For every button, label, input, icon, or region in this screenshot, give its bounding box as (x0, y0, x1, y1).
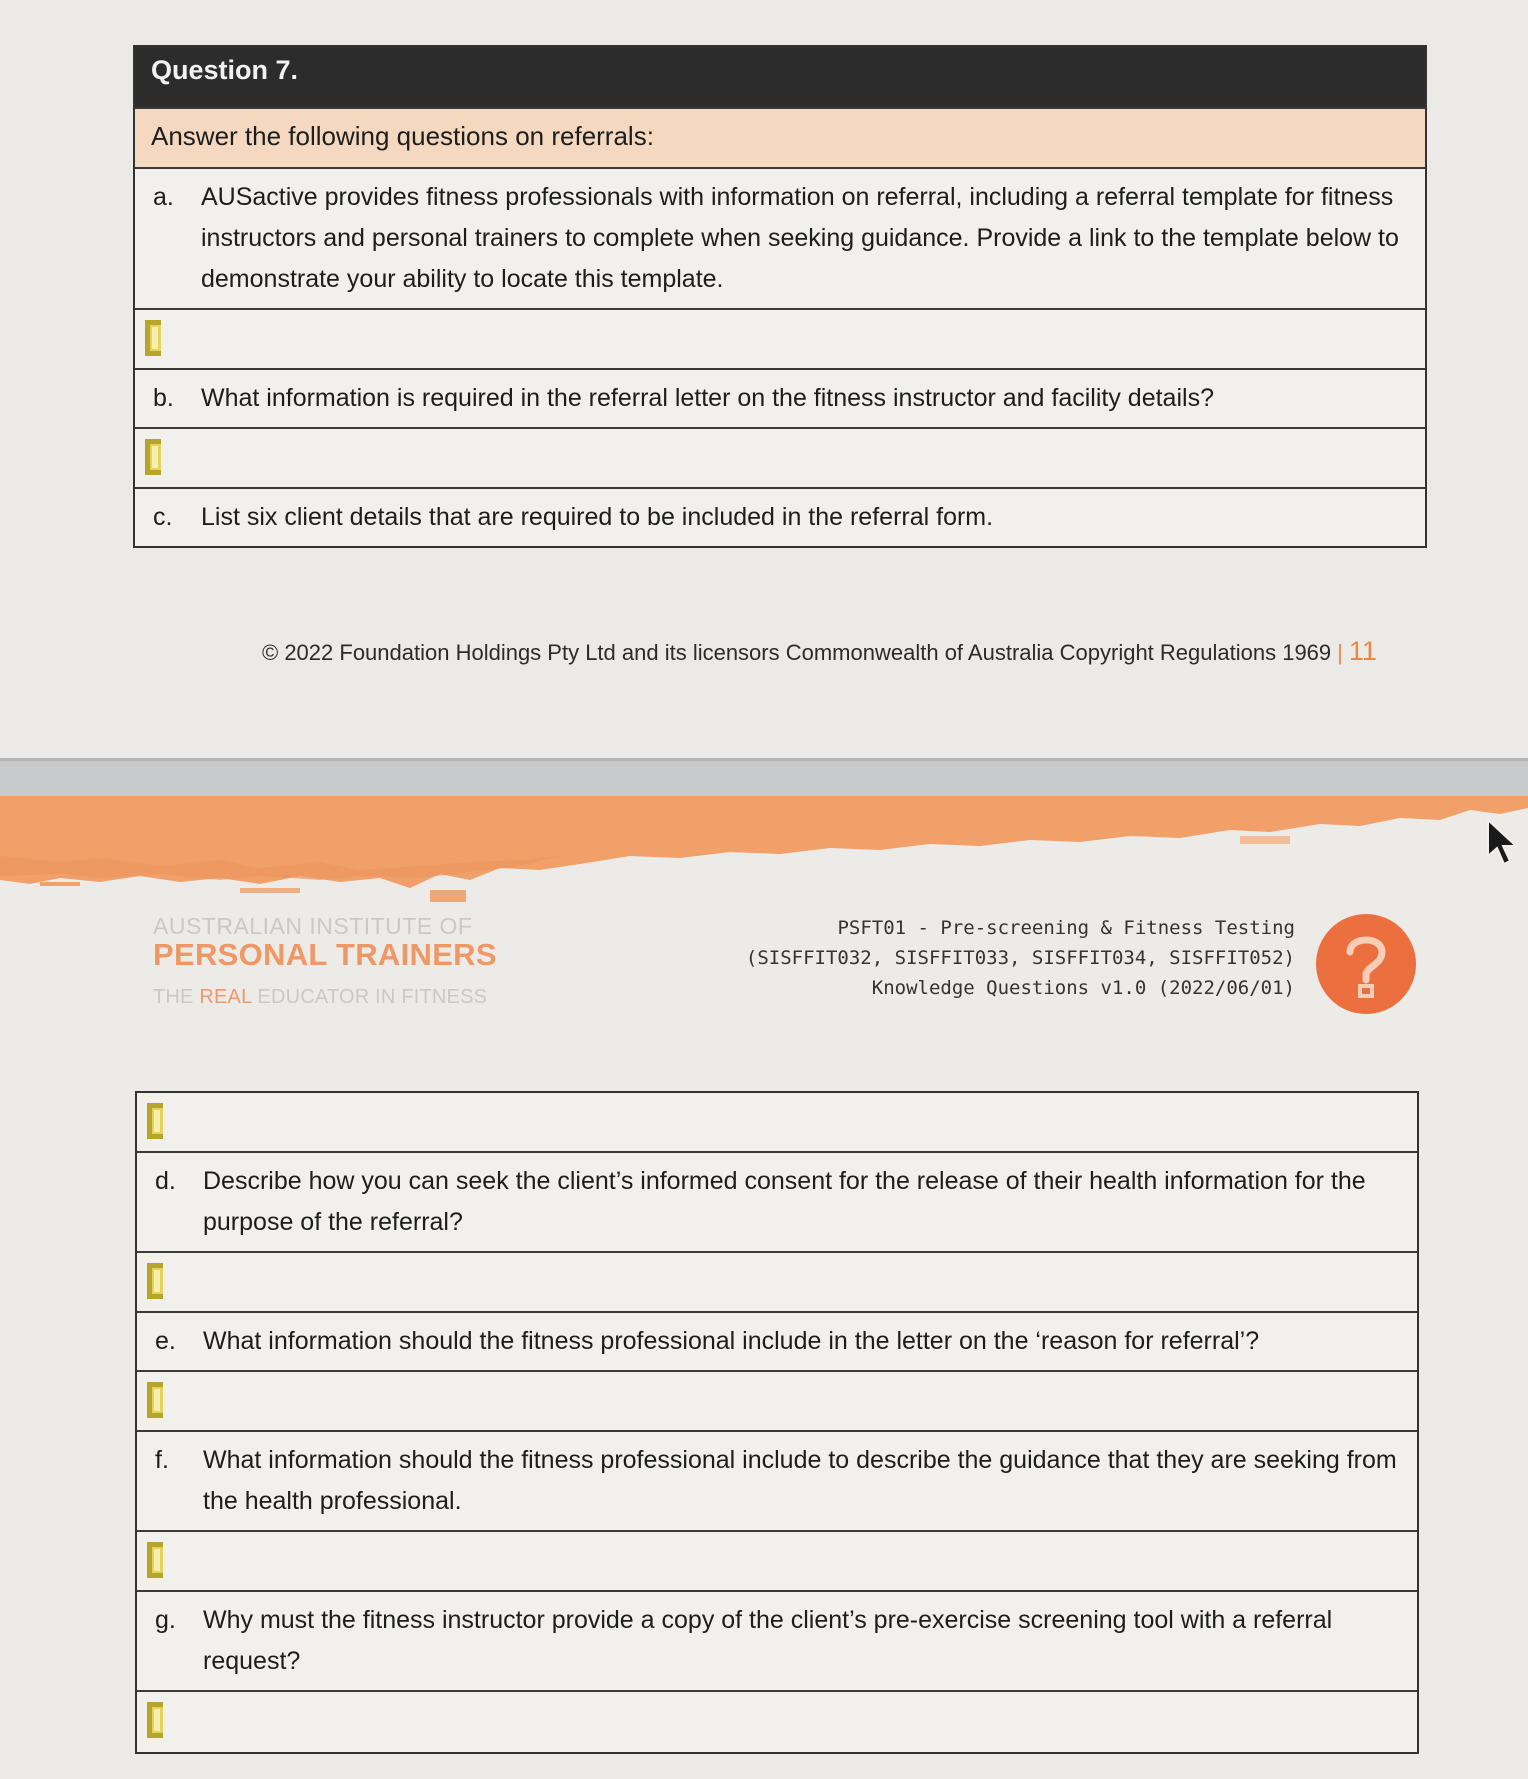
logo-tagline-a: THE (153, 986, 200, 1008)
course-units: (SISFFIT032, SISFFIT033, SISFFIT034, SISFFIT052) (745, 947, 1295, 969)
question-row-d (137, 1153, 1417, 1253)
page-gutter (0, 758, 1528, 799)
answer-field-e[interactable] (137, 1372, 1417, 1432)
question-intro: Answer the following questions on referrals: (135, 109, 1425, 169)
question-text: Describe how you can seek the client’s informed consent for the release of their health information for the purpose of the referral? (203, 1167, 1366, 1236)
page-number: 11 (1348, 636, 1377, 666)
course-version: Knowledge Questions v1.0 (2022/06/01) (871, 977, 1295, 999)
copyright-text: © 2022 Foundation Holdings Pty Ltd and its licensors Commonwealth of Australia Copyright Regulations 1969 (262, 640, 1332, 665)
answer-bracket-icon (147, 1382, 163, 1418)
question-row-g (137, 1592, 1417, 1692)
question-text: What information is required in the referral letter on the fitness instructor and facility details? (201, 384, 1214, 412)
logo-tagline-b: REAL (199, 986, 252, 1008)
question-row-a (135, 169, 1425, 310)
answer-bracket-icon (145, 320, 161, 356)
question-letter: d. (155, 1167, 176, 1195)
question-text: What information should the fitness professional include to describe the guidance that they are seeking from the health professional. (203, 1446, 1397, 1515)
orange-brush-header-decoration (0, 796, 1528, 906)
question-text: What information should the fitness professional include in the letter on the ‘reason for referral’? (203, 1327, 1260, 1355)
page-footer (262, 636, 1377, 667)
question-title: Question 7. (135, 47, 1425, 109)
question-row-b (135, 370, 1425, 429)
answer-field-a[interactable] (135, 310, 1425, 370)
question-row-e (137, 1313, 1417, 1372)
answer-field-d[interactable] (137, 1253, 1417, 1313)
question-letter: c. (153, 503, 173, 531)
logo-line-2: PERSONAL TRAINERS (153, 937, 497, 972)
question-letter: g. (155, 1606, 176, 1634)
question-row-f (137, 1432, 1417, 1532)
aipt-logo (153, 914, 513, 1009)
question-text: List six client details that are required to be included in the referral form. (201, 503, 994, 531)
answer-field-b[interactable] (135, 429, 1425, 489)
answer-bracket-icon (147, 1103, 163, 1139)
question-letter: f. (155, 1446, 169, 1474)
question-table-bottom (135, 1091, 1419, 1754)
answer-bracket-icon (145, 439, 161, 475)
answer-field-c[interactable] (137, 1093, 1417, 1153)
answer-bracket-icon (147, 1702, 163, 1738)
question-table-top (133, 45, 1427, 548)
answer-field-f[interactable] (137, 1532, 1417, 1592)
answer-bracket-icon (147, 1542, 163, 1578)
course-header (746, 913, 1295, 1003)
logo-line-1: AUSTRALIAN INSTITUTE OF (153, 913, 473, 939)
mouse-pointer-icon (1486, 818, 1522, 868)
logo-tagline (153, 986, 513, 1009)
footer-separator: | (1337, 640, 1343, 665)
question-mark-icon (1316, 914, 1416, 1014)
question-letter: b. (153, 384, 174, 412)
question-text: Why must the fitness instructor provide a copy of the client’s pre-exercise screening tool with a referral request? (203, 1606, 1333, 1675)
question-letter: a. (153, 183, 174, 211)
question-letter: e. (155, 1327, 176, 1355)
answer-bracket-icon (147, 1263, 163, 1299)
logo-tagline-c: EDUCATOR IN FITNESS (251, 986, 488, 1008)
answer-field-g[interactable] (137, 1692, 1417, 1752)
question-row-c (135, 489, 1425, 546)
course-title: PSFT01 - Pre-screening & Fitness Testing (837, 917, 1295, 939)
question-text: AUSactive provides fitness professionals with information on referral, including a referral template for fitness instructors and personal trainers to complete when seeking guidance. Provide a link to the template below to demonstrate your ability to locate this template. (201, 183, 1399, 293)
